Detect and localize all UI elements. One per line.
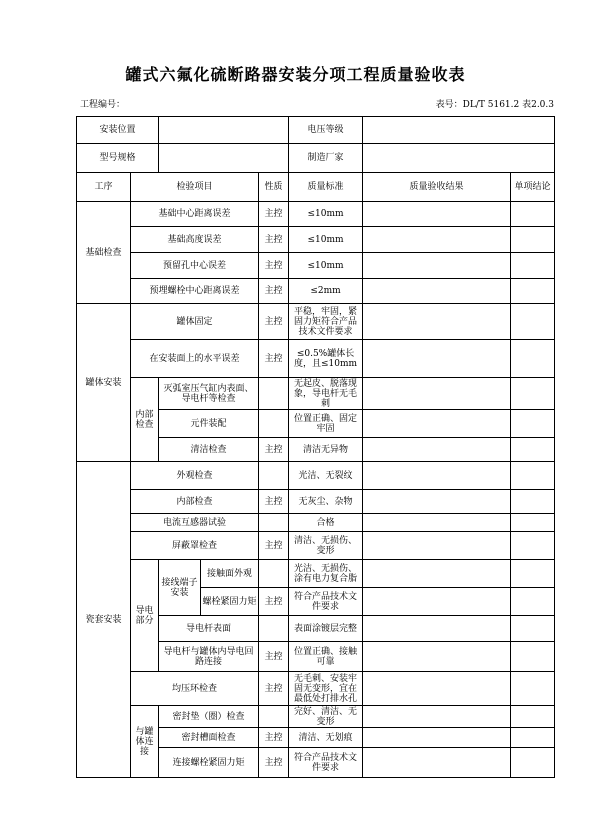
voltage-level-value[interactable]: [363, 117, 555, 144]
result-cell[interactable]: [363, 202, 511, 227]
standard-cell: 清洁、无划痕: [289, 728, 363, 748]
item-label: 密封槽面检查: [159, 728, 259, 748]
standard-header: 质量标准: [289, 173, 363, 202]
result-cell[interactable]: [363, 340, 511, 378]
standard-cell: 无毛刺、安装牢固无变形，宜在最低处打排水孔: [289, 672, 363, 706]
group-tank-connection: 与罐体连接: [131, 706, 159, 778]
group-inner-check: 内部检查: [131, 378, 159, 462]
nature-cell: [259, 616, 289, 642]
group-terminal: 接线端子安装: [159, 560, 201, 616]
nature-cell: [259, 514, 289, 532]
standard-cell: ≤2mm: [289, 279, 363, 304]
model-spec-label: 型号规格: [77, 144, 159, 173]
result-cell[interactable]: [363, 227, 511, 253]
conclusion-cell[interactable]: [511, 532, 555, 560]
standard-cell: 光洁、无损伤、涂有电力复合脂: [289, 560, 363, 588]
item-label: 基础中心距离误差: [131, 202, 259, 227]
standard-cell: 无灰尘、杂物: [289, 490, 363, 514]
standard-cell: 符合产品技术文件要求: [289, 588, 363, 616]
result-cell[interactable]: [363, 279, 511, 304]
standard-cell: 完好、清洁、无变形: [289, 706, 363, 728]
conclusion-cell[interactable]: [511, 304, 555, 340]
item-label: 导电杆与罐体内导电回路连接: [159, 642, 259, 672]
result-cell[interactable]: [363, 304, 511, 340]
nature-cell: 主控: [259, 642, 289, 672]
conclusion-cell[interactable]: [511, 490, 555, 514]
item-label: 外观检查: [131, 462, 259, 490]
result-cell[interactable]: [363, 532, 511, 560]
result-cell[interactable]: [363, 514, 511, 532]
standard-cell: 清洁、无损伤、变形: [289, 532, 363, 560]
standard-cell: ≤10mm: [289, 202, 363, 227]
standard-cell: 清洁无异物: [289, 438, 363, 462]
conclusion-cell[interactable]: [511, 410, 555, 438]
manufacturer-label: 制造厂家: [289, 144, 363, 173]
conclusion-cell[interactable]: [511, 340, 555, 378]
result-cell[interactable]: [363, 462, 511, 490]
item-header: 检验项目: [131, 173, 259, 202]
item-label: 接触面外观: [201, 560, 259, 588]
result-cell[interactable]: [363, 560, 511, 588]
item-label: 内部检查: [131, 490, 259, 514]
manufacturer-value[interactable]: [363, 144, 555, 173]
conclusion-cell[interactable]: [511, 438, 555, 462]
result-cell[interactable]: [363, 748, 511, 778]
result-cell[interactable]: [363, 728, 511, 748]
group-tank: 罐体安装: [77, 304, 131, 462]
standard-cell: ≤10mm: [289, 227, 363, 253]
form-number: 表号：DL/T 5161.2 表2.0.3: [435, 100, 554, 110]
nature-cell: 主控: [259, 728, 289, 748]
page-title: 罐式六氟化硫断路器安装分项工程质量验收表: [125, 65, 466, 84]
project-number-label: 工程编号：: [80, 100, 126, 110]
result-cell[interactable]: [363, 438, 511, 462]
nature-cell: 主控: [259, 340, 289, 378]
conclusion-header: 单项结论: [511, 173, 555, 202]
nature-cell: 主控: [259, 532, 289, 560]
item-label: 密封垫（圈）检查: [159, 706, 259, 728]
item-label: 基础高度误差: [131, 227, 259, 253]
item-label: 灭弧室压气缸内表面、导电杆等检查: [159, 378, 259, 410]
conclusion-cell[interactable]: [511, 588, 555, 616]
standard-cell: 合格: [289, 514, 363, 532]
nature-cell: 主控: [259, 253, 289, 279]
nature-cell: 主控: [259, 438, 289, 462]
item-label: 均压环检查: [131, 672, 259, 706]
acceptance-table: [76, 116, 555, 778]
conclusion-cell[interactable]: [511, 560, 555, 588]
model-spec-value[interactable]: [159, 144, 289, 173]
conclusion-cell[interactable]: [511, 253, 555, 279]
conclusion-cell[interactable]: [511, 378, 555, 410]
conclusion-cell[interactable]: [511, 227, 555, 253]
standard-cell: 无起皮、脱落现象，导电杆无毛刺: [289, 378, 363, 410]
item-label: 元件装配: [159, 410, 259, 438]
standard-cell: 位置正确、接触可靠: [289, 642, 363, 672]
install-location-value[interactable]: [159, 117, 289, 144]
item-label: 预埋螺栓中心距离误差: [131, 279, 259, 304]
result-cell[interactable]: [363, 642, 511, 672]
result-cell[interactable]: [363, 588, 511, 616]
conclusion-cell[interactable]: [511, 728, 555, 748]
standard-cell: 符合产品技术文件要求: [289, 748, 363, 778]
item-label: 导电杆表面: [159, 616, 259, 642]
conclusion-cell[interactable]: [511, 672, 555, 706]
group-conductor: 导电部分: [131, 560, 159, 672]
nature-cell: [259, 560, 289, 588]
process-header: 工序: [77, 173, 131, 202]
result-cell[interactable]: [363, 490, 511, 514]
nature-cell: 主控: [259, 490, 289, 514]
install-location-label: 安装位置: [77, 117, 159, 144]
group-foundation: 基础检查: [77, 202, 131, 304]
item-label: 屏蔽罩检查: [131, 532, 259, 560]
nature-cell: 主控: [259, 588, 289, 616]
result-cell[interactable]: [363, 378, 511, 410]
nature-cell: [259, 410, 289, 438]
voltage-level-label: 电压等级: [289, 117, 363, 144]
result-cell[interactable]: [363, 706, 511, 728]
conclusion-cell[interactable]: [511, 462, 555, 490]
nature-cell: 主控: [259, 227, 289, 253]
nature-header: 性质: [259, 173, 289, 202]
nature-cell: 主控: [259, 304, 289, 340]
item-label: 罐体固定: [131, 304, 259, 340]
result-header: 质量验收结果: [363, 173, 511, 202]
conclusion-cell[interactable]: [511, 642, 555, 672]
item-label: 螺栓紧固力矩: [201, 588, 259, 616]
conclusion-cell[interactable]: [511, 202, 555, 227]
conclusion-cell[interactable]: [511, 279, 555, 304]
result-cell[interactable]: [363, 253, 511, 279]
nature-cell: 主控: [259, 672, 289, 706]
standard-cell: 位置正确、固定牢固: [289, 410, 363, 438]
item-label: 预留孔中心误差: [131, 253, 259, 279]
nature-cell: 主控: [259, 279, 289, 304]
result-cell[interactable]: [363, 616, 511, 642]
nature-cell: [259, 706, 289, 728]
conclusion-cell[interactable]: [511, 748, 555, 778]
conclusion-cell[interactable]: [511, 706, 555, 728]
standard-cell: 平稳，牢固，紧固力矩符合产品技术文件要求: [289, 304, 363, 340]
group-bushing: 瓷套安装: [77, 462, 131, 778]
standard-cell: 光洁、无裂纹: [289, 462, 363, 490]
conclusion-cell[interactable]: [511, 514, 555, 532]
item-label: 在安装面上的水平误差: [131, 340, 259, 378]
item-label: 电流互感器试验: [131, 514, 259, 532]
conclusion-cell[interactable]: [511, 616, 555, 642]
nature-cell: 主控: [259, 202, 289, 227]
result-cell[interactable]: [363, 410, 511, 438]
nature-cell: 主控: [259, 748, 289, 778]
standard-cell: ≤10mm: [289, 253, 363, 279]
item-label: 清洁检查: [159, 438, 259, 462]
result-cell[interactable]: [363, 672, 511, 706]
item-label: 连接螺栓紧固力矩: [159, 748, 259, 778]
standard-cell: 表面涂镀层完整: [289, 616, 363, 642]
nature-cell: [259, 462, 289, 490]
nature-cell: [259, 378, 289, 410]
standard-cell: ≤0.5%罐体长度，且≤10mm: [289, 340, 363, 378]
